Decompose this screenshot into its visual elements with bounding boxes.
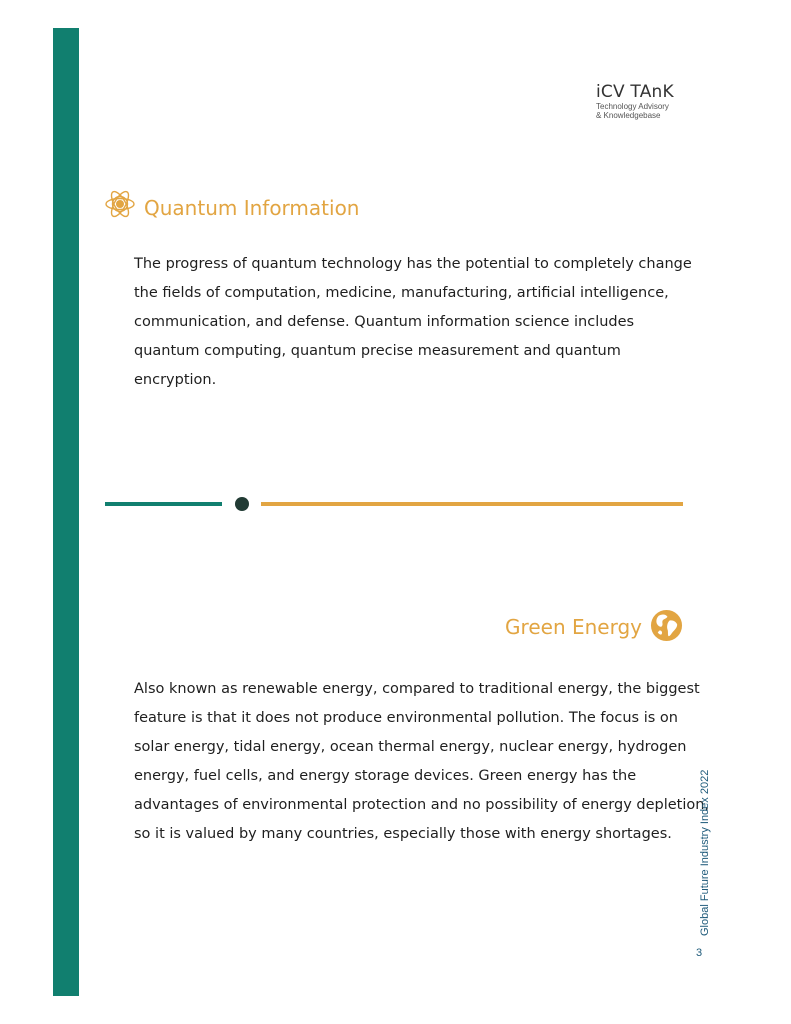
side-accent-bar <box>53 28 79 996</box>
divider-green-segment <box>105 502 222 506</box>
report-title-caption: Global Future Industry Index 2022 <box>699 769 711 936</box>
section-title-quantum-information: Quantum Information <box>144 196 360 220</box>
section-title-green-energy: Green Energy <box>505 615 642 639</box>
section-body-quantum-information: The progress of quantum technology has the potential to completely change the fields of computation, medicine, manufacturing, artificial intelligence, communication, and defense. Quantum information science includes quantum computing, quantum precise measurement and quantum encryption. <box>134 256 692 388</box>
logo-tagline-line-2: & Knowledgebase <box>596 111 661 120</box>
divider-orange-segment <box>261 502 683 506</box>
atom-icon <box>104 188 136 220</box>
logo <box>596 82 706 120</box>
section-body-green-energy: Also known as renewable energy, compared to traditional energy, the biggest feature is that it does not produce environmental pollution. The focus is on solar energy, tidal energy, ocean thermal energy, nuclear energy, hydrogen energy, fuel cells, and energy storage devices. Green energy has the advantages of environmental protection and no possibility of energy depletion, so it is valued by many countries, especially those with energy shortages. <box>134 681 710 842</box>
logo-title: iCV TAnK <box>596 82 674 102</box>
globe-icon <box>650 609 683 642</box>
logo-tagline-line-1: Technology Advisory <box>596 102 669 111</box>
page-number: 3 <box>696 947 703 959</box>
divider-dot <box>235 497 249 511</box>
